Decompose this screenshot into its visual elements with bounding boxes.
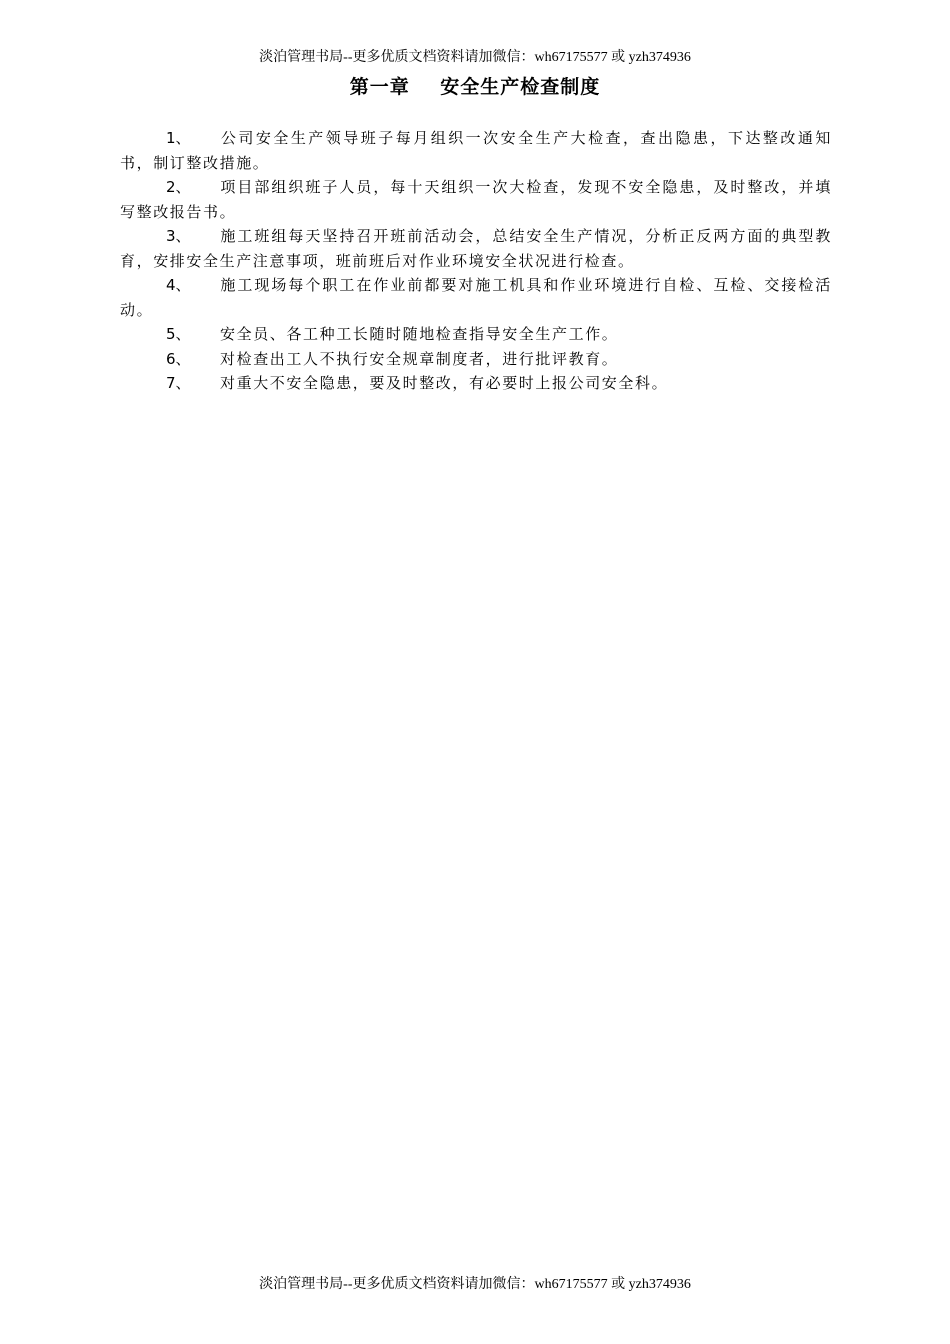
item-text: 对重大不安全隐患，要及时整改，有必要时上报公司安全科。	[220, 374, 669, 392]
item-number: 6、	[166, 349, 191, 368]
item-text: 施工现场每个职工在作业前都要对施工机具和作业环境进行自检、互检、交接检活动。	[120, 276, 832, 319]
item-text: 安全员、各工种工长随时随地检查指导安全生产工作。	[220, 325, 619, 343]
item-number: 3、	[166, 227, 191, 245]
item-text: 对检查出工人不执行安全规章制度者，进行批评教育。	[220, 349, 619, 368]
list-item	[120, 273, 832, 322]
list-item	[120, 371, 832, 396]
list-item	[120, 322, 832, 347]
list-item	[120, 347, 832, 372]
item-number: 4、	[166, 276, 191, 294]
item-text: 施工班组每天坚持召开班前活动会，总结安全生产情况，分析正反两方面的典型教育，安排安全生产注意事项，班前班后对作业环境安全状况进行检查。	[120, 227, 832, 270]
page-title: 第一章 安全生产检查制度	[349, 76, 601, 98]
item-number: 5、	[166, 325, 191, 343]
item-number: 1、	[166, 129, 191, 147]
list-item	[120, 175, 832, 224]
list-item	[120, 126, 832, 175]
document-body	[120, 126, 832, 396]
footer-note: 淡泊管理书局--更多优质文档资料请加微信：wh67175577 或 yzh374936	[259, 1277, 691, 1292]
list-item	[120, 224, 832, 273]
header-note: 淡泊管理书局--更多优质文档资料请加微信：wh67175577 或 yzh374936	[259, 50, 691, 65]
item-number: 2、	[166, 178, 191, 196]
item-text: 公司安全生产领导班子每月组织一次安全生产大检查，查出隐患，下达整改通知书，制订整改措施。	[120, 129, 832, 172]
item-text: 项目部组织班子人员，每十天组织一次大检查，发现不安全隐患，及时整改，并填写整改报告书。	[120, 178, 832, 221]
item-number: 7、	[166, 374, 191, 392]
